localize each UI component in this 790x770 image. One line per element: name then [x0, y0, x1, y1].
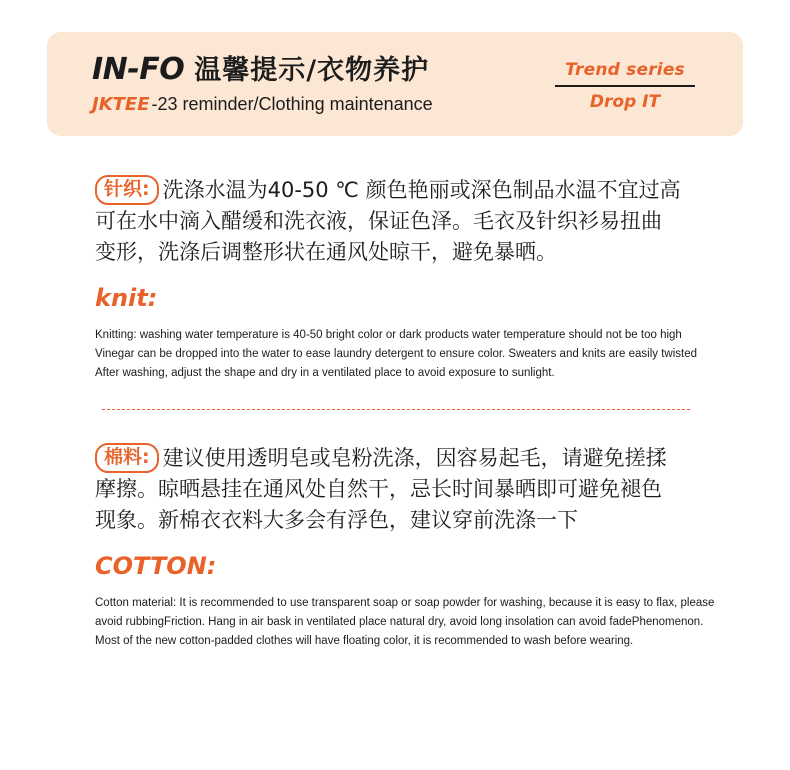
header-title-group: [92, 48, 433, 115]
section-divider: [102, 409, 690, 410]
cotton-cn-text: [95, 443, 715, 536]
cotton-en-heading: COTTON:: [95, 552, 217, 580]
page-subtitle-en: -23 reminder/Clothing maintenance: [151, 94, 433, 114]
knit-tag: 针织:: [95, 175, 159, 205]
header-badge-group: [555, 60, 695, 112]
knit-cn-line-3: 变形，洗涤后调整形状在通风处晾干，避免暴晒。: [95, 240, 557, 264]
cotton-en-line-2: avoid rubbingFriction. Hang in air bask in ventilated place natural dry, avoid long insolation can avoid fadePhenomenon.: [95, 616, 704, 628]
cotton-cn-line-3: 现象。新棉衣衣料大多会有浮色，建议穿前洗涤一下: [95, 508, 578, 532]
cotton-en-line-3: Most of the new cotton-padded clothes will have floating color, it is recommended to wash before wearing.: [95, 635, 634, 647]
badge-divider: [555, 85, 695, 87]
cotton-cn-line-2: 摩擦。晾晒悬挂在通风处自然干，忌长时间暴晒即可避免褪色: [95, 477, 662, 501]
knit-cn-text: [95, 175, 715, 268]
header-banner: [47, 32, 743, 136]
cotton-cn-line-1: 建议使用透明皂或皂粉洗涤，因容易起毛，请避免搓揉: [162, 446, 667, 470]
cotton-en-line-1: Cotton material: It is recommended to use transparent soap or soap powder for washing, because it is easy to flax, please: [95, 597, 715, 609]
cotton-tag: 棉料:: [95, 443, 159, 473]
brand-label: JKTEE: [92, 94, 150, 115]
drop-it-label: Drop IT: [589, 92, 661, 112]
title-row: [92, 48, 433, 87]
knit-en-line-2: Vinegar can be dropped into the water to ease laundry detergent to ensure color. Sweaters and knits are easily twisted: [95, 348, 697, 360]
section-knit: [95, 175, 715, 383]
trend-series-label: Trend series: [565, 60, 685, 80]
knit-cn-line-2: 可在水中滴入醋缓和洗衣液，保证色泽。毛衣及针织衫易扭曲: [95, 209, 662, 233]
page-title-cn: 温馨提示/衣物养护: [194, 55, 430, 86]
info-label: IN-FO: [92, 52, 185, 87]
knit-en-line-3: After washing, adjust the shape and dry in a ventilated place to avoid exposure to sunlight.: [95, 367, 555, 379]
knit-en-line-1: Knitting: washing water temperature is 40-50 bright color or dark products water temperature should not be too high: [95, 329, 682, 341]
knit-cn-line-1: 洗涤水温为40-50 ℃ 颜色艳丽或深色制品水温不宜过高: [162, 178, 681, 202]
section-cotton: [95, 443, 715, 651]
knit-en-heading: knit:: [95, 284, 158, 312]
knit-en-body: [95, 326, 710, 383]
cotton-en-body: [95, 594, 715, 651]
subtitle-row: [92, 94, 433, 115]
